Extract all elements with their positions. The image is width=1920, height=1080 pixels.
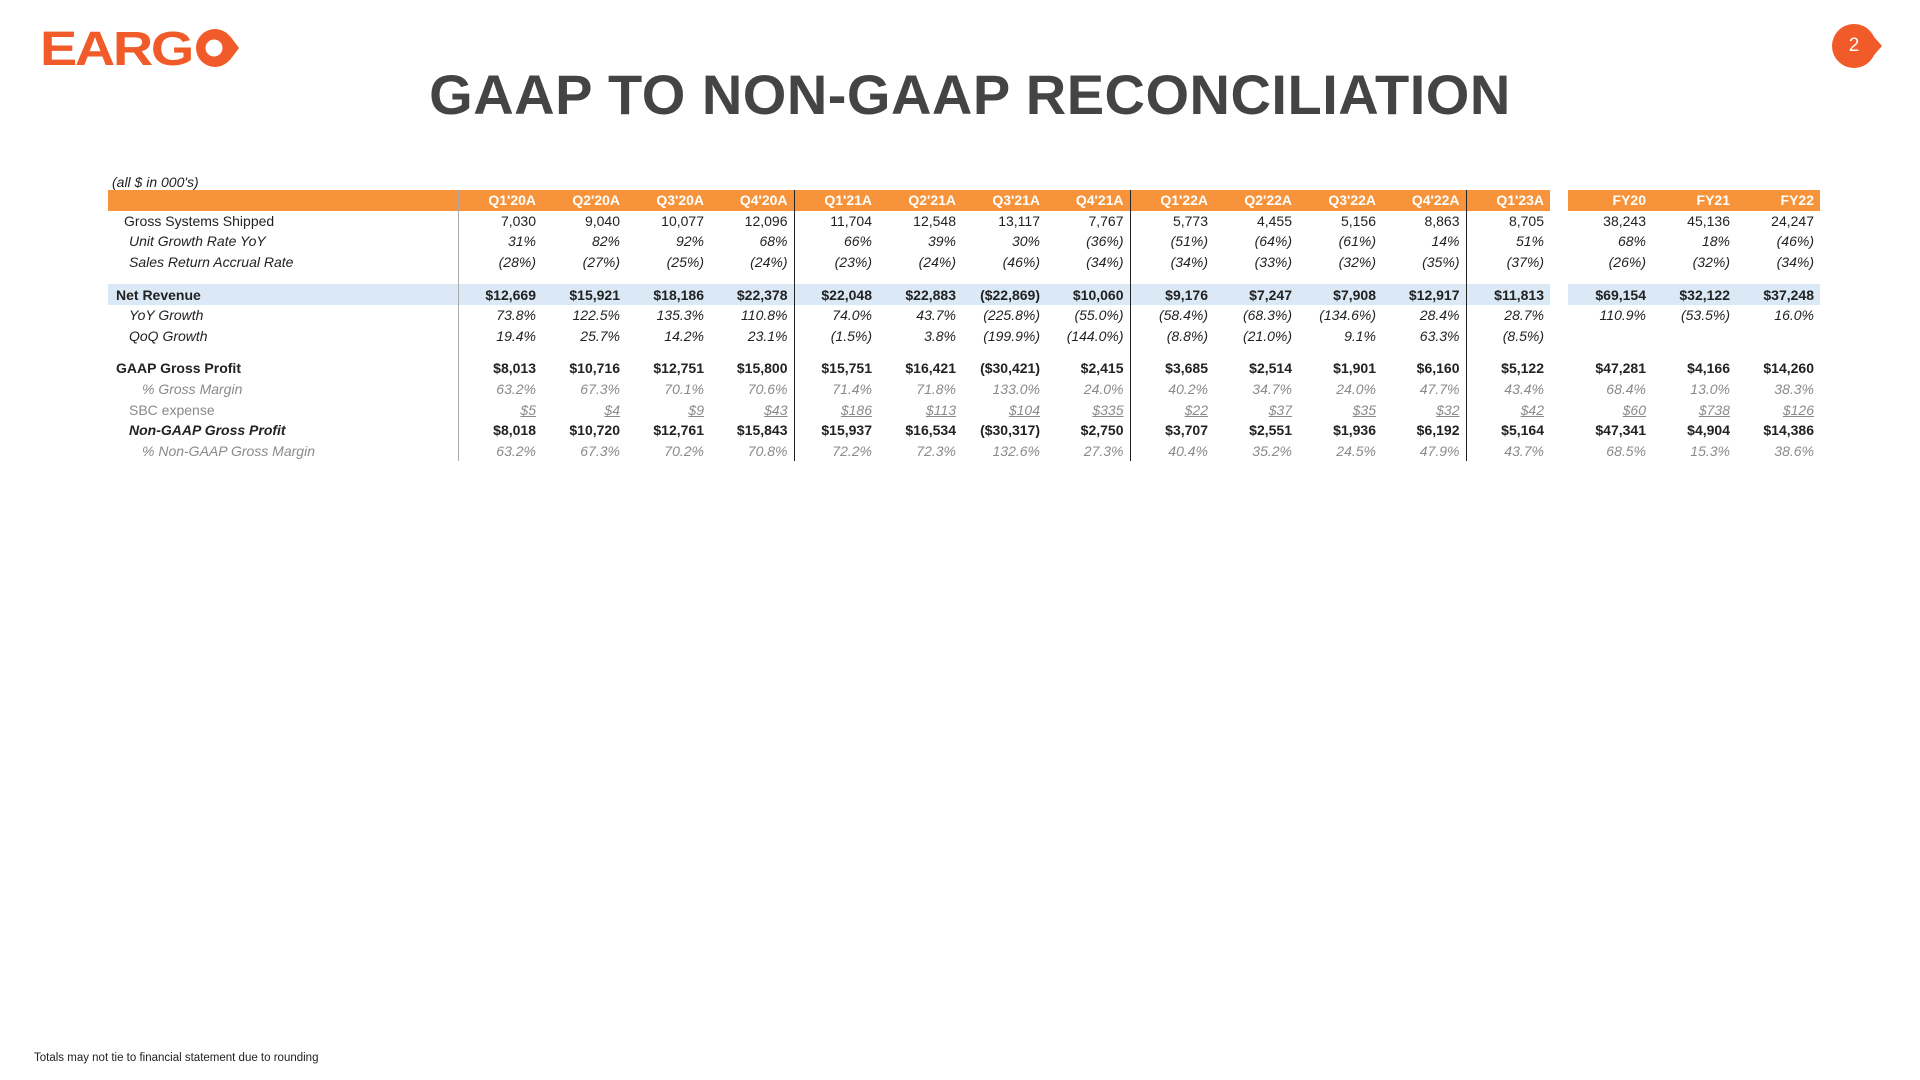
spacer-cell (626, 272, 710, 284)
table-cell: $5,164 (1466, 420, 1550, 441)
table-cell: $12,751 (653, 360, 704, 377)
spacer-row (108, 272, 1820, 284)
table-cell: ($30,317) (980, 422, 1040, 439)
table-cell: $14,386 (1763, 422, 1814, 439)
table-cell: $15,937 (794, 420, 878, 441)
table-cell: $2,551 (1249, 422, 1292, 439)
spacer-cell (626, 346, 710, 358)
table-cell: 28.4% (1419, 307, 1460, 324)
table-cell: 70.2% (664, 442, 704, 459)
table-cell: 110.8% (741, 307, 788, 324)
table-cell: (134.6%) (1319, 307, 1376, 324)
table-cell: (34%) (1776, 254, 1814, 271)
table-cell: (1.5%) (794, 326, 878, 347)
table-row (108, 358, 1820, 379)
table-row (108, 284, 1820, 305)
svg-text:EARG: EARG (40, 26, 192, 70)
table-cell: (27%) (582, 254, 620, 271)
table-cell: $126 (1782, 401, 1814, 418)
table-cell: $32,122 (1652, 284, 1736, 305)
table-cell: $1,936 (1333, 422, 1376, 439)
table-cell: 12,096 (744, 212, 788, 229)
table-cell: 47.7% (1419, 381, 1460, 398)
table-cell: 24.0% (1336, 381, 1376, 398)
table-row (108, 441, 1820, 462)
table-cell: (68.3%) (1242, 307, 1292, 324)
column-header: Q4'22A (1382, 190, 1466, 211)
table-cell: 70.6% (747, 381, 788, 398)
table-cell: $10,720 (569, 422, 620, 439)
row-label: YoY Growth (129, 307, 204, 324)
table-cell: $15,921 (542, 284, 626, 305)
table-header-row (108, 190, 1820, 211)
table-row (108, 326, 1820, 347)
table-cell: 9.1% (1344, 327, 1376, 344)
spacer-cell (1214, 272, 1298, 284)
table-cell: 71.4% (794, 379, 878, 400)
table-cell: (25%) (666, 254, 704, 271)
units-note: (all $ in 000's) (112, 174, 199, 190)
column-gap (1550, 441, 1568, 462)
table-cell: 35.2% (1252, 442, 1292, 459)
table-cell: $2,415 (1080, 360, 1124, 377)
spacer-cell (458, 272, 542, 284)
column-header: Q1'23A (1466, 190, 1550, 211)
spacer-cell (794, 346, 878, 358)
spacer-cell (1130, 346, 1214, 358)
column-gap (1550, 420, 1568, 441)
table-cell: 23.1% (747, 327, 788, 344)
table-cell: $16,421 (905, 360, 956, 377)
table-cell: (28%) (458, 252, 542, 273)
spacer-gap (1550, 346, 1568, 358)
table-cell: $3,685 (1130, 358, 1214, 379)
column-gap (1550, 252, 1568, 273)
table-cell: $14,260 (1763, 360, 1814, 377)
table-cell (1568, 326, 1652, 347)
table-cell: 67.3% (580, 442, 620, 459)
spacer-cell (1298, 272, 1382, 284)
table-cell: 9,040 (584, 212, 620, 229)
spacer-cell (962, 346, 1046, 358)
table-cell: $15,800 (736, 360, 788, 377)
table-cell: 38.3% (1774, 381, 1814, 398)
table-cell: $10,060 (1046, 284, 1130, 305)
table-cell: 28.7% (1466, 305, 1550, 326)
spacer-cell (1568, 272, 1652, 284)
table-cell: 73.8% (458, 305, 542, 326)
table-cell: 43.7% (1466, 441, 1550, 462)
table-cell: (33%) (1254, 254, 1292, 271)
table-cell: $8,013 (458, 358, 542, 379)
spacer-cell (878, 346, 962, 358)
spacer-cell (794, 272, 878, 284)
row-label: % Gross Margin (142, 381, 243, 398)
row-label: QoQ Growth (129, 327, 208, 344)
table-cell: $43 (764, 401, 788, 418)
table-row (108, 211, 1820, 232)
header-blank-cell (108, 190, 458, 211)
column-gap (1550, 231, 1568, 252)
table-cell: $42 (1466, 399, 1550, 420)
column-header: Q2'21A (878, 190, 962, 211)
table-row (108, 231, 1820, 252)
table-cell: (225.8%) (983, 307, 1040, 324)
table-cell: (199.9%) (983, 327, 1040, 344)
table-cell: $5 (458, 399, 542, 420)
table-cell: $22,883 (878, 284, 962, 305)
table-cell: 16.0% (1774, 307, 1814, 324)
table-cell: $113 (925, 401, 956, 418)
table-cell: $9,176 (1130, 284, 1214, 305)
spacer-cell (710, 272, 794, 284)
table-cell: 10,077 (661, 212, 704, 229)
column-gap (1550, 284, 1568, 305)
table-cell: (8.8%) (1130, 326, 1214, 347)
row-label: Non-GAAP Gross Profit (129, 422, 286, 439)
table-cell: (35%) (1422, 254, 1460, 271)
table-cell: (23%) (794, 252, 878, 273)
row-label: Net Revenue (108, 284, 458, 305)
table-cell: $9 (688, 401, 704, 418)
table-cell: $37,248 (1736, 284, 1820, 305)
column-header: Q2'22A (1214, 190, 1298, 211)
table-cell: 82% (591, 233, 620, 250)
table-cell: (26%) (1608, 254, 1646, 271)
table-cell: (36%) (1086, 233, 1124, 250)
table-cell: $7,247 (1214, 284, 1298, 305)
spacer-cell (1736, 346, 1820, 358)
spacer-cell (1046, 272, 1130, 284)
table-cell: (32%) (1692, 254, 1730, 271)
column-header: Q4'21A (1046, 190, 1130, 211)
table-cell: 63.3% (1419, 327, 1460, 344)
spacer-cell (1466, 346, 1550, 358)
table-cell: (34%) (1130, 252, 1214, 273)
table-cell: 70.1% (664, 381, 704, 398)
table-cell: (37%) (1466, 252, 1550, 273)
table-cell: 67.3% (580, 381, 620, 398)
table-cell: $3,707 (1130, 420, 1214, 441)
table-cell: 45,136 (1687, 212, 1730, 229)
column-gap (1550, 399, 1568, 420)
table-cell: $15,843 (736, 422, 788, 439)
column-header: Q1'21A (794, 190, 878, 211)
table-cell: 43.4% (1466, 379, 1550, 400)
table-cell: 68% (1617, 233, 1646, 250)
table-cell: 25.7% (580, 327, 620, 344)
row-label: GAAP Gross Profit (116, 360, 241, 377)
table-cell: $4,904 (1687, 422, 1730, 439)
table-cell: 47.9% (1419, 442, 1460, 459)
table-cell: 15.3% (1690, 442, 1730, 459)
table-cell: $47,281 (1595, 360, 1646, 377)
column-header: FY20 (1568, 190, 1652, 211)
table-cell: 24.0% (1083, 381, 1124, 398)
spacer-row (108, 346, 1820, 358)
spacer-cell (108, 272, 458, 284)
row-label: Sales Return Accrual Rate (129, 254, 294, 271)
table-cell: (64%) (1254, 233, 1292, 250)
table-row (108, 379, 1820, 400)
table-cell: (53.5%) (1680, 307, 1730, 324)
table-cell: (46%) (1776, 233, 1814, 250)
table-cell: (58.4%) (1130, 305, 1214, 326)
row-label: Unit Growth Rate YoY (129, 233, 266, 250)
table-cell: $2,750 (1080, 422, 1124, 439)
column-header: Q4'20A (710, 190, 794, 211)
table-cell: 68% (759, 233, 788, 250)
table-cell: $11,813 (1466, 284, 1550, 305)
row-label: SBC expense (129, 401, 215, 418)
spacer-cell (1568, 346, 1652, 358)
table-cell: 40.2% (1130, 379, 1214, 400)
table-cell: 30% (1011, 233, 1040, 250)
spacer-cell (1736, 272, 1820, 284)
row-label: Gross Systems Shipped (124, 212, 275, 229)
column-header: Q3'21A (962, 190, 1046, 211)
table-cell: 92% (675, 233, 704, 250)
spacer-cell (542, 346, 626, 358)
table-cell: 27.3% (1083, 442, 1124, 459)
table-cell: $7,908 (1298, 284, 1382, 305)
table-cell: 12,548 (913, 212, 956, 229)
table-cell: 40.4% (1130, 441, 1214, 462)
page-title: GAAP TO NON-GAAP RECONCILIATION (429, 63, 1511, 126)
reconciliation-table-wrap (108, 190, 1820, 461)
spacer-cell (108, 346, 458, 358)
table-cell: 13.0% (1690, 381, 1730, 398)
table-cell: 135.3% (656, 307, 704, 324)
table-cell: 7,030 (458, 211, 542, 232)
table-cell: 5,773 (1130, 211, 1214, 232)
table-cell: (34%) (1086, 254, 1124, 271)
table-cell: 24.5% (1336, 442, 1376, 459)
table-cell: $12,669 (458, 284, 542, 305)
table-cell: 39% (927, 233, 956, 250)
table-cell: 72.3% (916, 442, 956, 459)
column-gap (1550, 305, 1568, 326)
table-cell: $16,534 (905, 422, 956, 439)
table-cell: $12,761 (653, 422, 704, 439)
table-cell: $4,166 (1687, 360, 1730, 377)
table-cell: (24%) (750, 254, 788, 271)
table-cell: 68.4% (1606, 381, 1646, 398)
column-header: Q3'20A (626, 190, 710, 211)
table-cell: $37 (1268, 401, 1292, 418)
table-cell: (8.5%) (1466, 326, 1550, 347)
table-cell: 51% (1466, 231, 1550, 252)
table-cell: 11,704 (794, 211, 878, 232)
spacer-cell (962, 272, 1046, 284)
table-cell: 38.6% (1774, 442, 1814, 459)
page-number: 2 (1848, 35, 1860, 56)
table-cell: 4,455 (1256, 212, 1292, 229)
table-cell: $738 (1698, 401, 1730, 418)
spacer-gap (1550, 272, 1568, 284)
table-row (108, 399, 1820, 420)
spacer-cell (1652, 272, 1736, 284)
table-cell: 63.2% (458, 441, 542, 462)
table-cell: $186 (794, 399, 878, 420)
table-cell: 68.5% (1606, 442, 1646, 459)
table-cell: $22,048 (794, 284, 878, 305)
header-gap (1550, 190, 1568, 211)
table-cell: 71.8% (916, 381, 956, 398)
column-header: Q2'20A (542, 190, 626, 211)
footnote: Totals may not tie to financial statement due to rounding (34, 1052, 319, 1064)
spacer-cell (710, 346, 794, 358)
spacer-cell (458, 346, 542, 358)
table-cell: $2,514 (1249, 360, 1292, 377)
row-label: % Non-GAAP Gross Margin (142, 442, 315, 459)
column-gap (1550, 358, 1568, 379)
table-cell (1652, 326, 1736, 347)
table-cell: $32 (1436, 401, 1460, 418)
table-cell: (24%) (918, 254, 956, 271)
table-cell: 19.4% (458, 326, 542, 347)
table-cell: 5,156 (1340, 212, 1376, 229)
table-cell: $35 (1352, 401, 1376, 418)
table-cell: ($22,869) (962, 284, 1046, 305)
column-header: FY22 (1736, 190, 1820, 211)
table-cell: 122.5% (572, 307, 620, 324)
table-cell: $12,917 (1382, 284, 1466, 305)
spacer-cell (1214, 346, 1298, 358)
table-cell: (51%) (1130, 231, 1214, 252)
table-cell: 63.2% (458, 379, 542, 400)
table-cell: $4 (604, 401, 620, 418)
table-cell: 24,247 (1771, 212, 1814, 229)
table-cell: 38,243 (1603, 212, 1646, 229)
table-cell: (46%) (1002, 254, 1040, 271)
spacer-cell (1298, 346, 1382, 358)
table-cell: $22,378 (710, 284, 794, 305)
table-cell: 66% (794, 231, 878, 252)
table-cell: 74.0% (794, 305, 878, 326)
spacer-cell (1046, 346, 1130, 358)
table-cell: $5,122 (1466, 358, 1550, 379)
table-cell: $18,186 (626, 284, 710, 305)
column-header: Q1'20A (458, 190, 542, 211)
column-gap (1550, 326, 1568, 347)
column-header: FY21 (1652, 190, 1736, 211)
table-cell: 7,767 (1088, 212, 1124, 229)
column-header: Q1'22A (1130, 190, 1214, 211)
table-cell: 13,117 (998, 212, 1040, 229)
column-header: Q3'22A (1298, 190, 1382, 211)
table-cell: (61%) (1338, 233, 1376, 250)
spacer-cell (542, 272, 626, 284)
spacer-cell (1466, 272, 1550, 284)
table-cell: ($30,421) (980, 360, 1040, 377)
column-gap (1550, 379, 1568, 400)
table-cell: 70.8% (747, 442, 788, 459)
table-cell: (32%) (1338, 254, 1376, 271)
spacer-cell (1382, 346, 1466, 358)
reconciliation-table (108, 190, 1820, 461)
table-cell: 110.9% (1599, 307, 1646, 324)
table-cell: 133.0% (992, 381, 1040, 398)
table-cell: $47,341 (1595, 422, 1646, 439)
table-cell: (55.0%) (1074, 307, 1124, 324)
table-cell: 8,863 (1424, 212, 1460, 229)
table-cell: 18% (1701, 233, 1730, 250)
table-cell: $60 (1622, 401, 1646, 418)
table-cell: (21.0%) (1242, 327, 1292, 344)
table-cell: $10,716 (569, 360, 620, 377)
table-cell: $104 (1008, 401, 1040, 418)
table-cell: $69,154 (1568, 284, 1652, 305)
table-cell: $6,160 (1416, 360, 1460, 377)
table-row (108, 420, 1820, 441)
table-cell: (144.0%) (1066, 327, 1124, 344)
table-cell: $8,018 (458, 420, 542, 441)
table-cell: $6,192 (1416, 422, 1460, 439)
table-cell: 72.2% (794, 441, 878, 462)
table-cell: 14% (1431, 233, 1460, 250)
spacer-cell (1130, 272, 1214, 284)
table-cell (1736, 326, 1820, 347)
table-cell: 3.8% (924, 327, 956, 344)
table-cell: 43.7% (916, 307, 956, 324)
column-gap (1550, 211, 1568, 232)
spacer-cell (1652, 346, 1736, 358)
table-cell: 8,705 (1466, 211, 1550, 232)
table-cell: 34.7% (1252, 381, 1292, 398)
table-cell: 14.2% (664, 327, 704, 344)
table-cell: $335 (1092, 401, 1124, 418)
table-row (108, 252, 1820, 273)
table-row (108, 305, 1820, 326)
table-cell: $15,751 (794, 358, 878, 379)
table-cell: $22 (1130, 399, 1214, 420)
spacer-cell (1382, 272, 1466, 284)
table-cell: 31% (458, 231, 542, 252)
table-cell: 132.6% (992, 442, 1040, 459)
table-cell: $1,901 (1333, 360, 1376, 377)
spacer-cell (878, 272, 962, 284)
